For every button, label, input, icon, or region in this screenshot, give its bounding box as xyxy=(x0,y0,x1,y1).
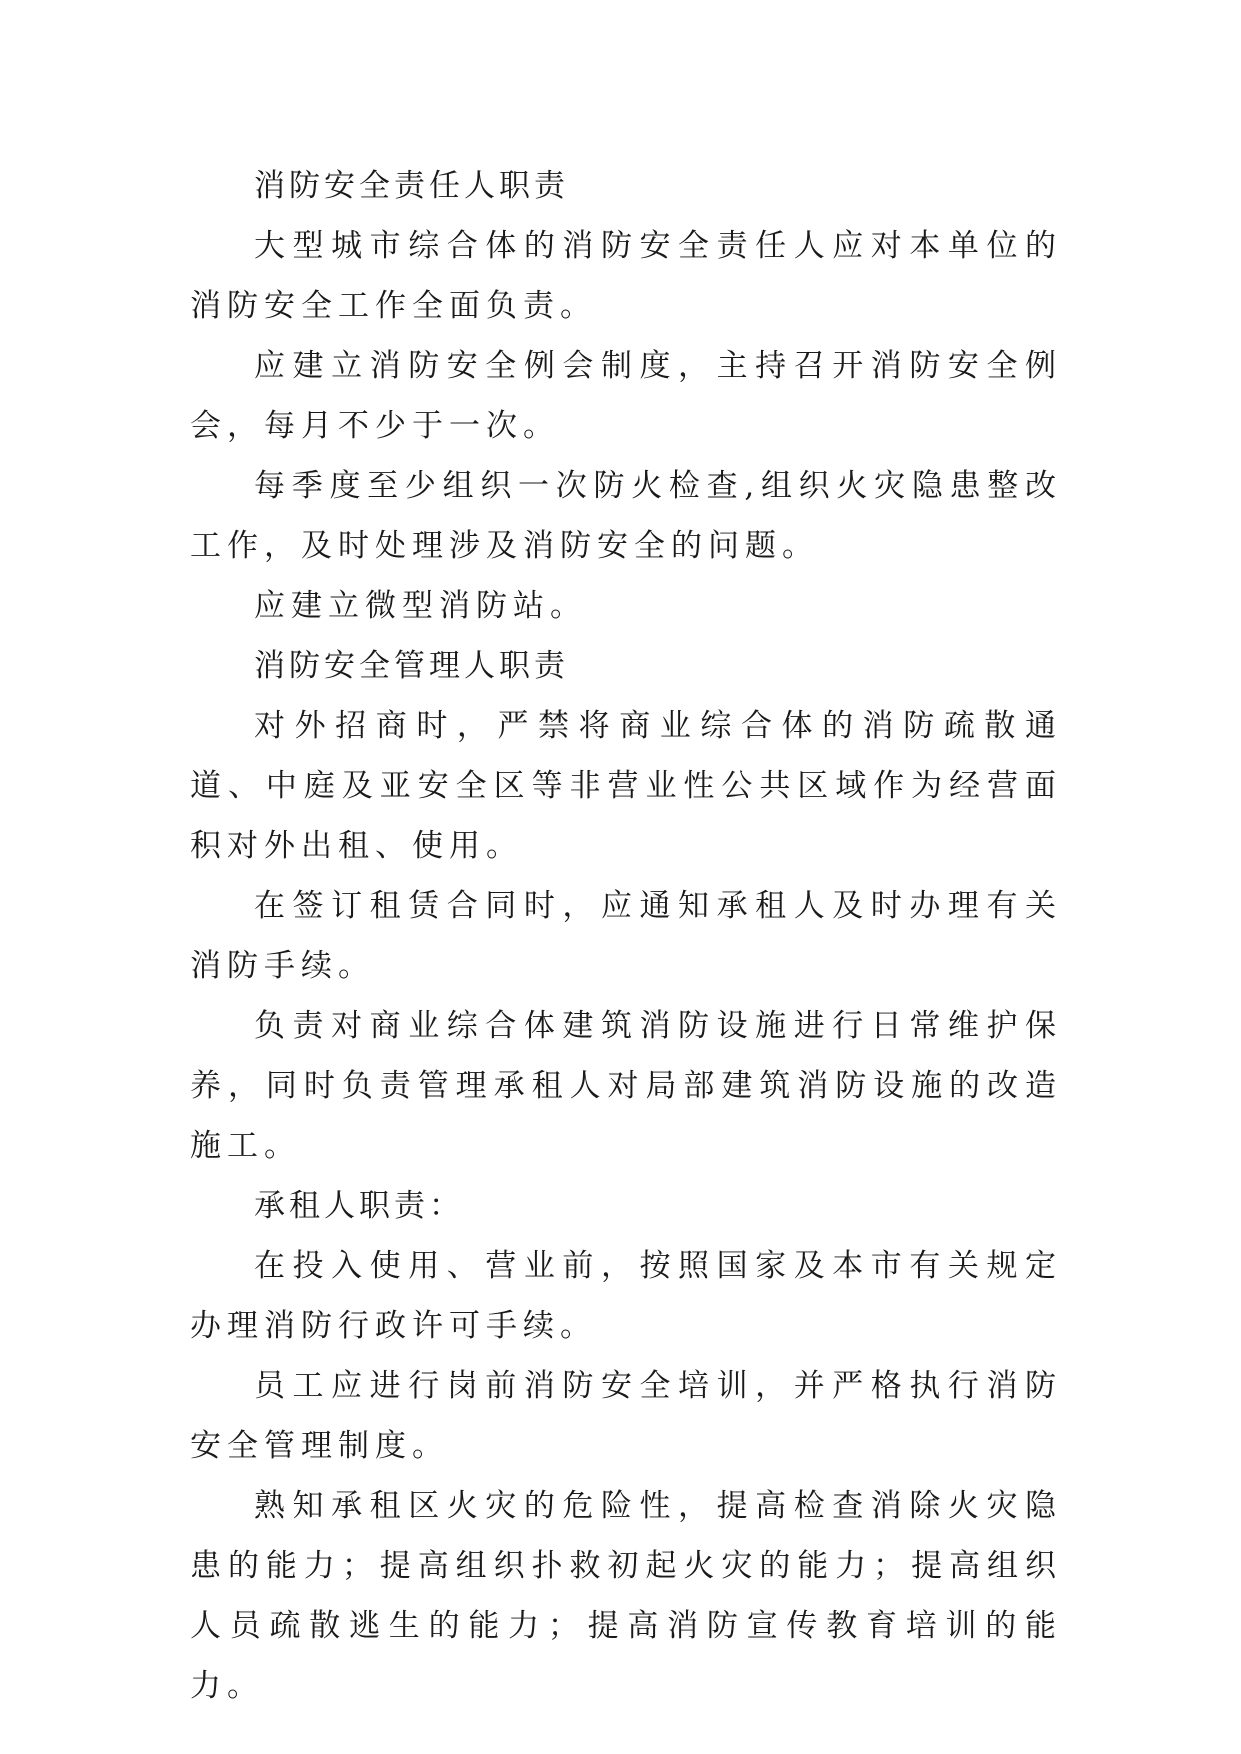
paragraph: 应建立消防安全例会制度，主持召开消防安全例会，每月不少于一次。 xyxy=(190,348,1062,444)
paragraph: 在投入使用、营业前，按照国家及本市有关规定办理消防行政许可手续。 xyxy=(190,1248,1062,1344)
heading-tenant-duties: 承租人职责： xyxy=(254,1188,464,1224)
heading-fire-safety-manager: 消防安全管理人职责 xyxy=(254,648,569,684)
paragraph: 员工应进行岗前消防安全培训，并严格执行消防安全管理制度。 xyxy=(190,1368,1062,1464)
document-page xyxy=(190,156,1062,1716)
paragraph: 熟知承租区火灾的危险性，提高检查消除火灾隐患的能力；提高组织扑救初起火灾的能力；提高组织人员疏散逃生的能力；提高消防宣传教育培训的能力。 xyxy=(190,1488,1062,1704)
paragraph: 在签订租赁合同时，应通知承租人及时办理有关消防手续。 xyxy=(190,888,1062,984)
paragraph: 对外招商时，严禁将商业综合体的消防疏散通道、中庭及亚安全区等非营业性公共区域作为经营面积对外出租、使用。 xyxy=(190,708,1062,864)
paragraph: 负责对商业综合体建筑消防设施进行日常维护保养，同时负责管理承租人对局部建筑消防设施的改造施工。 xyxy=(190,1008,1062,1164)
paragraph: 大型城市综合体的消防安全责任人应对本单位的消防安全工作全面负责。 xyxy=(190,228,1062,324)
heading-fire-safety-responsible-person: 消防安全责任人职责 xyxy=(254,168,569,204)
paragraph: 应建立微型消防站。 xyxy=(254,588,587,624)
paragraph: 每季度至少组织一次防火检查,组织火灾隐患整改工作，及时处理涉及消防安全的问题。 xyxy=(190,468,1062,564)
